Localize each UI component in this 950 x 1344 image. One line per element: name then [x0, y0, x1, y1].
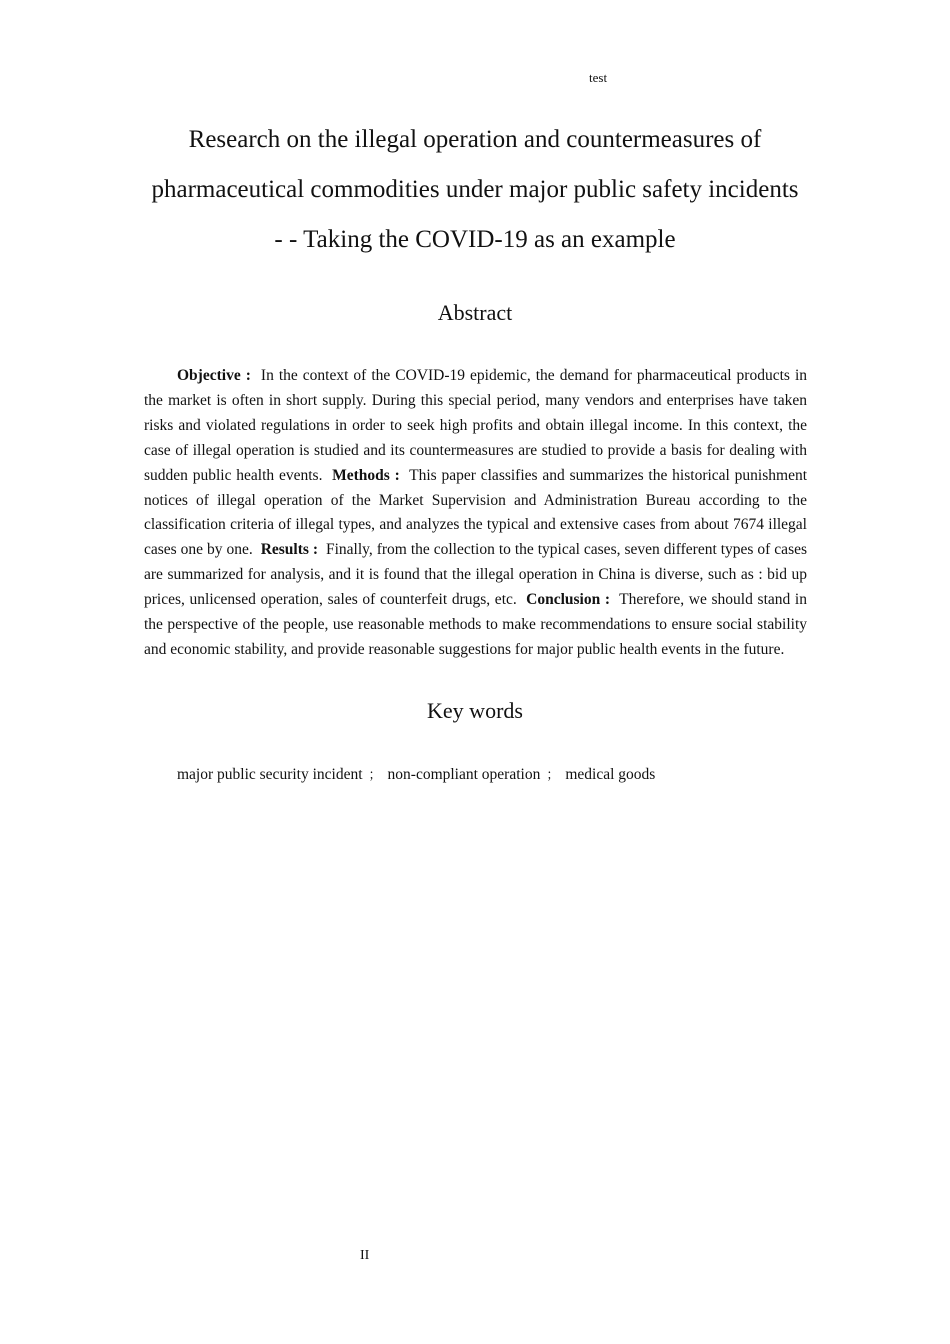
conclusion-label: Conclusion : — [526, 591, 611, 609]
keyword-item: non-compliant operation — [387, 766, 541, 783]
keywords-heading: Key words — [427, 698, 523, 723]
keyword-separator: ； — [546, 767, 560, 782]
title-line-3: - - Taking the COVID-19 as an example — [274, 226, 676, 253]
abstract-heading: Abstract — [437, 300, 513, 325]
methods-text: This paper classifies and summarizes the historical punishment notices of illegal operation of the Market Supervision and Administration Bureau according to the classification criteria of illegal types, and analyzes the typical and extensive cases from about 7674 illegal cases one by one. — [144, 466, 808, 559]
objective-label: Objective : — [177, 367, 251, 384]
abstract-body — [144, 364, 807, 663]
objective-text: In the context of the COVID-19 epidemic, the demand for pharmaceutical products in the market is often in short supply. During this special period, many vendors and enterprises have taken risks and violated regulations in order to seek high profits and obtain illegal income. In this context, the case of illegal operation is studied and its countermeasures are studied to provide a basis for dealing with sudden public health events. — [144, 367, 808, 484]
keyword-item: medical goods — [565, 766, 656, 783]
page-number: II — [360, 1248, 370, 1263]
methods-label: Methods : — [332, 466, 400, 484]
keyword-item: major public security incident — [177, 766, 363, 783]
running-header: test — [589, 70, 608, 85]
keywords-list — [177, 764, 655, 784]
paper-title — [120, 115, 830, 265]
title-line-1: Research on the illegal operation and countermeasures of — [188, 126, 762, 153]
conclusion-text: Therefore, we should stand in the perspective of the people, use reasonable methods to make recommendations to ensure social stability and economic stability, and provide reasonable suggestions for major public health events in the future. — [144, 591, 807, 658]
title-line-2: pharmaceutical commodities under major public safety incidents — [151, 176, 799, 203]
results-label: Results : — [260, 541, 319, 559]
results-text: Finally, from the collection to the typical cases, seven different types of cases are summarized for analysis, and it is found that the illegal operation in China is diverse, such as : bid up prices, unlicensed operation, sales of counterfeit drugs, etc. — [144, 541, 808, 609]
keyword-separator: ； — [368, 767, 382, 782]
